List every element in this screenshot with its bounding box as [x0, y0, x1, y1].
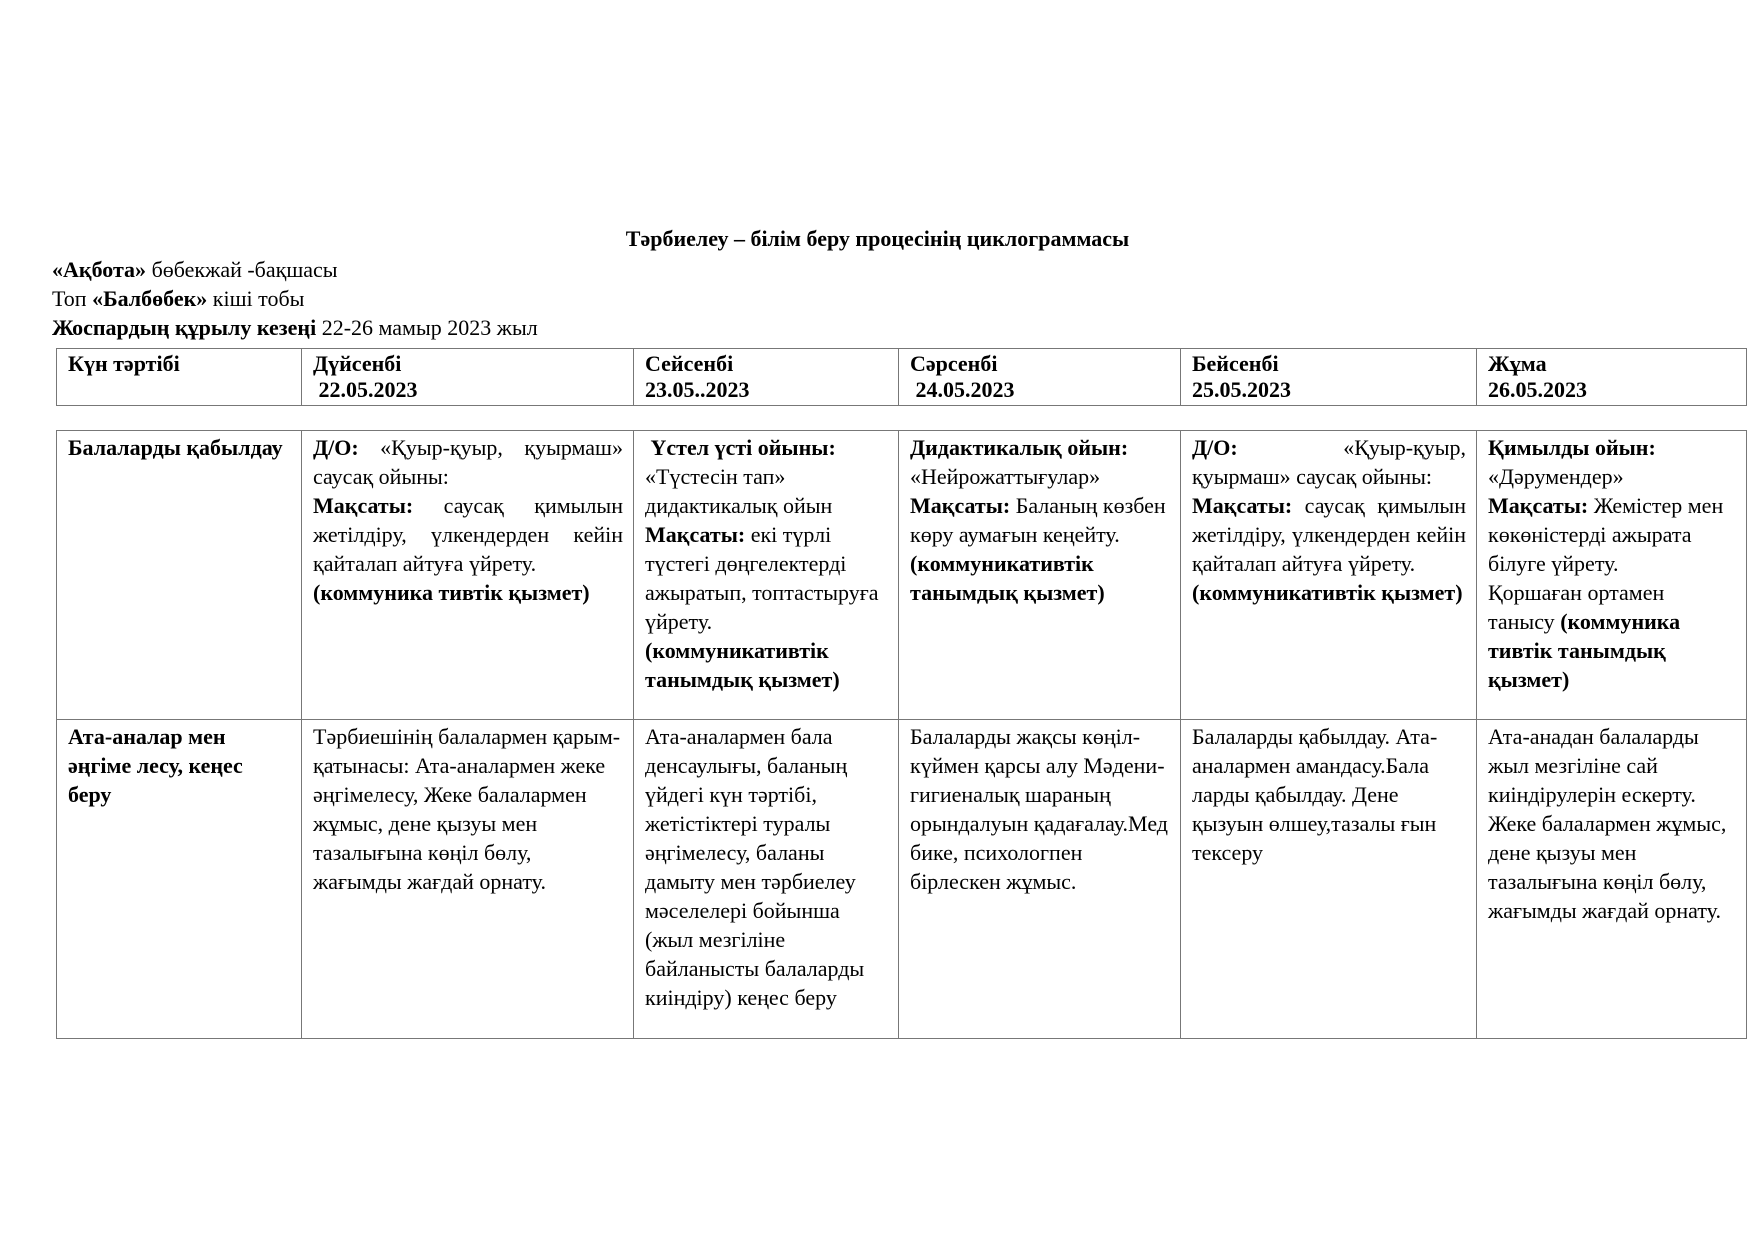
day-date: 22.05.2023 — [313, 377, 418, 402]
game-text: «Қуыр-қуыр, қуырмаш» саусақ ойыны: — [313, 435, 623, 489]
header-friday — [1477, 349, 1747, 406]
game-label: Д/О: — [313, 435, 359, 460]
group-prefix: Топ — [52, 286, 93, 311]
cell-parents-friday: Ата-анадан балаларды жыл мезгіліне сай киіндірулерін ескерту. Жеке балалармен жұмыс, дене қызуы мен тазалығына көңіл бөлу, жағымды жағдай орнату. — [1477, 720, 1747, 1039]
day-name: Бейсенбі — [1192, 351, 1279, 376]
cell-parents-tuesday: Ата-аналармен бала денсаулығы, баланың үйдегі күн тәртібі, жетістіктері туралы әңгімелесу, баланы дамыту мен тәрбиелеу мәселелері бойынша (жыл мезгіліне байланысты балаларды киіндіру) кеңес беру — [634, 720, 899, 1039]
header-monday — [302, 349, 634, 406]
schedule-header-table — [56, 348, 1747, 406]
extra-text: Қоршаған ортамен танысу — [1488, 580, 1665, 634]
period-label: Жоспардың құрылу кезеңі — [52, 315, 317, 340]
kindergarten-line — [52, 257, 338, 283]
activity-text: (коммуникативтік танымдық қызмет) — [910, 551, 1105, 605]
day-date: 26.05.2023 — [1488, 377, 1587, 402]
cell-parents-monday: Тәрбиешінің балалармен қарым-қатынасы: Ата-аналармен жеке әңгімелесу, Жеке балалармен жұмыс, дене қызуы мен тазалығына көңіл бөлу, жағымды жағдай орнату. — [302, 720, 634, 1039]
goal-label: Мақсаты: — [313, 493, 414, 518]
header-row — [57, 349, 1747, 406]
activity-text: (коммуникативтік қызмет) — [1192, 580, 1463, 605]
day-name: Сейсенбі — [645, 351, 734, 376]
game-text: «Қуыр-қуыр, қуырмаш» саусақ ойыны: — [1192, 435, 1466, 489]
day-date: 24.05.2023 — [910, 377, 1015, 402]
period-value: 22-26 мамыр 2023 жыл — [316, 315, 538, 340]
schedule-body-table — [56, 430, 1747, 1039]
kindergarten-suffix: бөбекжай -бақшасы — [146, 257, 338, 282]
header-thursday — [1181, 349, 1477, 406]
cell-reception-tuesday — [634, 431, 899, 720]
game-text: «Дәрумендер» — [1488, 464, 1624, 489]
goal-text: Баланың көзбен көру аумағын кеңейту. — [910, 493, 1166, 547]
group-name: «Балбөбек» — [92, 286, 208, 311]
day-name: Жұма — [1488, 351, 1547, 376]
goal-label: Мақсаты: — [1192, 493, 1293, 518]
goal-text: саусақ қимылын жетілдіру, үлкендерден кейін қайталап айтуға үйрету. — [313, 493, 623, 576]
day-name: Дүйсенбі — [313, 351, 402, 376]
cell-reception-wednesday — [899, 431, 1181, 720]
period-line — [52, 315, 538, 341]
goal-label: Мақсаты: — [910, 493, 1011, 518]
activity-text: (коммуника тивтік танымдық қызмет) — [1488, 609, 1681, 692]
game-label: Дидактикалық ойын: — [910, 435, 1129, 460]
game-label: Қимылды ойын: — [1488, 435, 1656, 460]
game-label: Д/О: — [1192, 435, 1238, 460]
group-line — [52, 286, 304, 312]
header-tuesday — [634, 349, 899, 406]
header-routine: Күн тәртібі — [57, 349, 302, 406]
game-label: Үстел үсті ойыны: — [650, 435, 836, 460]
cell-parents-wednesday: Балаларды жақсы көңіл-күймен қарсы алу Мәдени- гигиеналық шараның орындалуын қадағалау.Мед бике, психологпен бірлескен жұмыс. — [899, 720, 1181, 1039]
group-suffix: кіші тобы — [207, 286, 305, 311]
activity-text: (коммуникативтік танымдық қызмет) — [645, 638, 840, 692]
cell-reception-monday — [302, 431, 634, 720]
goal-text: саусақ қимылын жетілдіру, үлкендерден кейін қайталап айтуға үйрету. — [1192, 493, 1466, 576]
kindergarten-name: «Ақбота» — [52, 257, 147, 282]
day-name: Сәрсенбі — [910, 351, 998, 376]
cell-reception-thursday — [1181, 431, 1477, 720]
header-wednesday — [899, 349, 1181, 406]
table-row-reception — [57, 431, 1747, 720]
goal-label: Мақсаты: — [645, 522, 746, 547]
row-label-parents — [57, 720, 302, 1039]
goal-label: Мақсаты: — [1488, 493, 1589, 518]
game-text: «Нейрожаттығулар» — [910, 464, 1101, 489]
row-label-text: Балаларды қабылдау — [68, 435, 283, 460]
day-date: 23.05..2023 — [645, 377, 750, 402]
cell-parents-thursday: Балаларды қабылдау. Ата-аналармен амандасу.Бала ларды қабылдау. Дене қызуын өлшеу,тазалы ғын тексеру — [1181, 720, 1477, 1039]
activity-text: (коммуника тивтік қызмет) — [313, 580, 590, 605]
table-row-parents — [57, 720, 1747, 1039]
row-label-reception — [57, 431, 302, 720]
goal-text: Жемістер мен көкөністерді ажырата білуге үйрету. — [1488, 493, 1724, 576]
cell-reception-friday — [1477, 431, 1747, 720]
row-label-text: Ата-аналар мен әңгіме лесу, кеңес беру — [68, 724, 243, 807]
game-text: «Түстесін тап» дидактикалық ойын — [645, 464, 833, 518]
day-date: 25.05.2023 — [1192, 377, 1291, 402]
goal-text: екі түрлі түстегі дөңгелектерді ажыратып, топтастыруға үйрету. — [645, 522, 879, 634]
page-title: Тәрбиелеу – білім беру процесінің циклограммасы — [625, 226, 1130, 251]
